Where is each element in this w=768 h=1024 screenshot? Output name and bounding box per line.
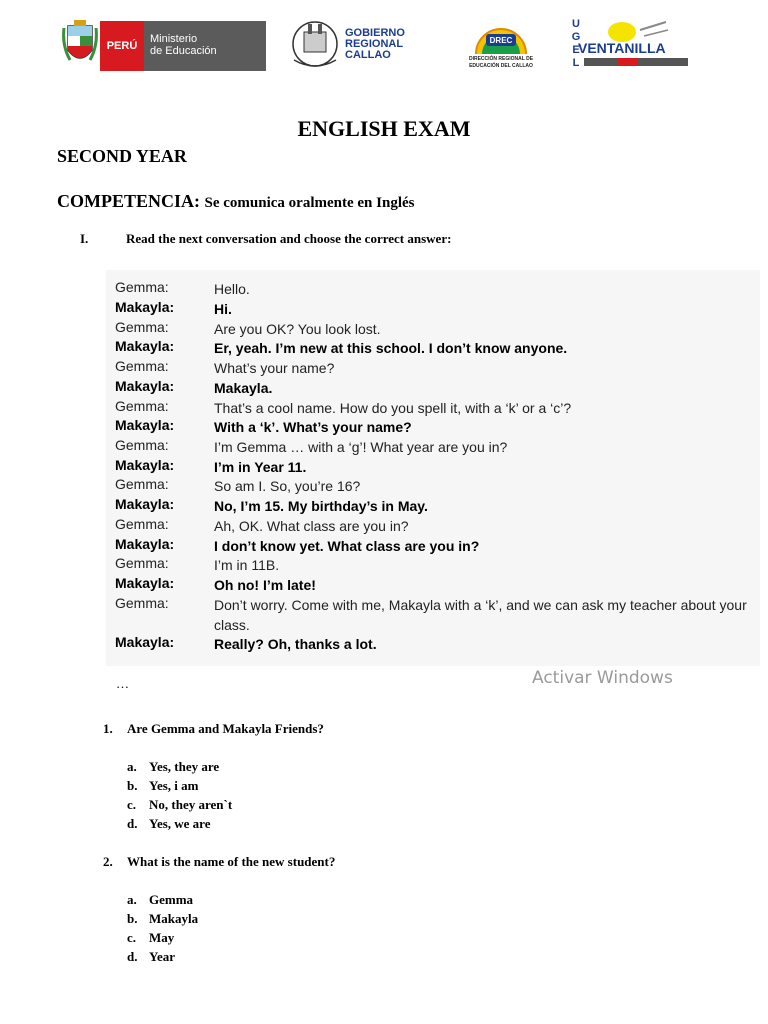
minedu-logo	[62, 20, 266, 72]
option-text: Yes, they are	[149, 759, 220, 774]
option-letter: b.	[127, 911, 138, 926]
utterance: I’m in Year 11.	[214, 459, 307, 475]
speaker: Makayla:	[115, 536, 175, 552]
option-letter: a.	[127, 759, 137, 774]
drec-sub1: DIRECCIÓN REGIONAL DE	[468, 56, 534, 62]
question-2-option-d[interactable]	[127, 949, 175, 965]
section-instruction: Read the next conversation and choose the correct answer:	[126, 231, 452, 246]
speaker: Makayla:	[115, 299, 175, 315]
utterance: Hi.	[214, 301, 232, 317]
section-heading	[80, 231, 451, 247]
utterance: Makayla.	[214, 380, 273, 396]
option-text: May	[149, 930, 175, 945]
speaker: Gemma:	[115, 595, 169, 611]
ugel-letter-l: L	[572, 57, 580, 69]
competencia-label: COMPETENCIA:	[57, 191, 200, 211]
question-text: What is the name of the new student?	[127, 854, 336, 869]
utterance: Er, yeah. I’m new at this school. I don’t know anyone.	[214, 340, 568, 356]
question-2-option-a[interactable]	[127, 892, 193, 908]
speaker: Gemma:	[115, 476, 169, 492]
ugel-name: VENTANILLA	[578, 40, 666, 56]
option-letter: d.	[127, 949, 138, 964]
speaker: Gemma:	[115, 319, 169, 335]
option-letter: c.	[127, 797, 137, 812]
speaker: Gemma:	[115, 555, 169, 571]
gobierno-line2: REGIONAL	[345, 38, 404, 50]
question-1-option-d[interactable]	[127, 816, 211, 832]
question-2-option-b[interactable]	[127, 911, 198, 927]
option-text: Yes, i am	[149, 778, 199, 793]
ministry-line2: de Educación	[150, 45, 217, 57]
utterance: That’s a cool name. How do you spell it, with a ‘k’ or a ‘c’?	[214, 400, 572, 416]
gobierno-text	[345, 28, 405, 61]
option-letter: c.	[127, 930, 137, 945]
utterance: I’m Gemma … with a ‘g’! What year are you in?	[214, 439, 508, 455]
utterance: Really? Oh, thanks a lot.	[214, 636, 377, 652]
ministry-label	[144, 21, 266, 71]
conversation-panel	[106, 270, 760, 666]
speaker: Makayla:	[115, 417, 175, 433]
speaker: Makayla:	[115, 338, 175, 354]
question-number: 1.	[103, 721, 113, 736]
question-2-option-c[interactable]	[127, 930, 174, 946]
speaker: Makayla:	[115, 496, 175, 512]
option-letter: a.	[127, 892, 137, 907]
utterance: Don’t worry. Come with me, Makayla with a ‘k’, and we can ask my teacher about your class.	[214, 597, 747, 633]
speaker: Makayla:	[115, 634, 175, 650]
peru-coat-of-arms-icon	[62, 20, 98, 70]
competencia-text: Se comunica oralmente en Inglés	[204, 195, 415, 211]
header-logos	[60, 14, 700, 80]
question-1-option-a[interactable]	[127, 759, 219, 775]
utterance: I’m in 11B.	[214, 557, 280, 573]
option-text: Gemma	[149, 892, 194, 907]
question-text: Are Gemma and Makayla Friends?	[127, 721, 324, 736]
option-text: Makayla	[149, 911, 199, 926]
utterance: I don’t know yet. What class are you in?	[214, 538, 480, 554]
exam-title: ENGLISH EXAM	[297, 116, 471, 141]
speaker: Gemma:	[115, 437, 169, 453]
question-1-option-b[interactable]	[127, 778, 198, 794]
gobierno-line1: GOBIERNO	[345, 27, 405, 39]
drec-emblem-icon	[458, 14, 544, 56]
ugel-letter-g: G	[571, 31, 581, 43]
question-1	[103, 721, 324, 737]
peru-label: PERÚ	[100, 21, 144, 71]
speaker: Gemma:	[115, 398, 169, 414]
utterance: Ah, OK. What class are you in?	[214, 518, 409, 534]
utterance: Are you OK? You look lost.	[214, 321, 381, 337]
option-text: No, they aren`t	[149, 797, 233, 812]
speaker: Makayla:	[115, 575, 175, 591]
utterance: No, I’m 15. My birthday’s in May.	[214, 498, 428, 514]
competencia	[57, 191, 414, 212]
ugel-logo	[570, 18, 692, 74]
ugel-letter-e: E	[572, 44, 580, 56]
utterance: What’s your name?	[214, 360, 335, 376]
ugel-bar	[584, 58, 688, 66]
speaker: Gemma:	[115, 358, 169, 374]
speaker: Gemma:	[115, 279, 169, 295]
ministry-line1: Ministerio	[150, 33, 198, 45]
option-text: Year	[149, 949, 175, 964]
gobierno-line3: CALLAO	[345, 49, 391, 61]
question-1-option-c[interactable]	[127, 797, 232, 813]
ellipsis: …	[116, 676, 129, 691]
section-number: I.	[80, 231, 89, 246]
windows-activation-watermark: Activar Windows	[532, 668, 673, 688]
gobierno-regional-logo	[290, 14, 410, 74]
option-letter: d.	[127, 816, 138, 831]
option-text: Yes, we are	[149, 816, 211, 831]
drec-logo	[458, 14, 544, 78]
ugel-letter-u: U	[572, 18, 580, 30]
utterance: Hello.	[214, 281, 250, 297]
utterance: With a ‘k’. What’s your name?	[214, 419, 412, 435]
speaker: Gemma:	[115, 516, 169, 532]
speaker: Makayla:	[115, 457, 175, 473]
drec-sub2: EDUCACIÓN DEL CALLAO	[469, 63, 533, 69]
utterance: So am I. So, you’re 16?	[214, 478, 361, 494]
utterance: Oh no! I’m late!	[214, 577, 316, 593]
option-letter: b.	[127, 778, 138, 793]
question-number: 2.	[103, 854, 113, 869]
drec-badge: DREC	[489, 36, 513, 45]
callao-crest-icon	[290, 14, 340, 70]
speaker: Makayla:	[115, 378, 175, 394]
question-2	[103, 854, 335, 870]
drec-subtitle	[458, 56, 544, 70]
exam-year: SECOND YEAR	[57, 146, 187, 166]
